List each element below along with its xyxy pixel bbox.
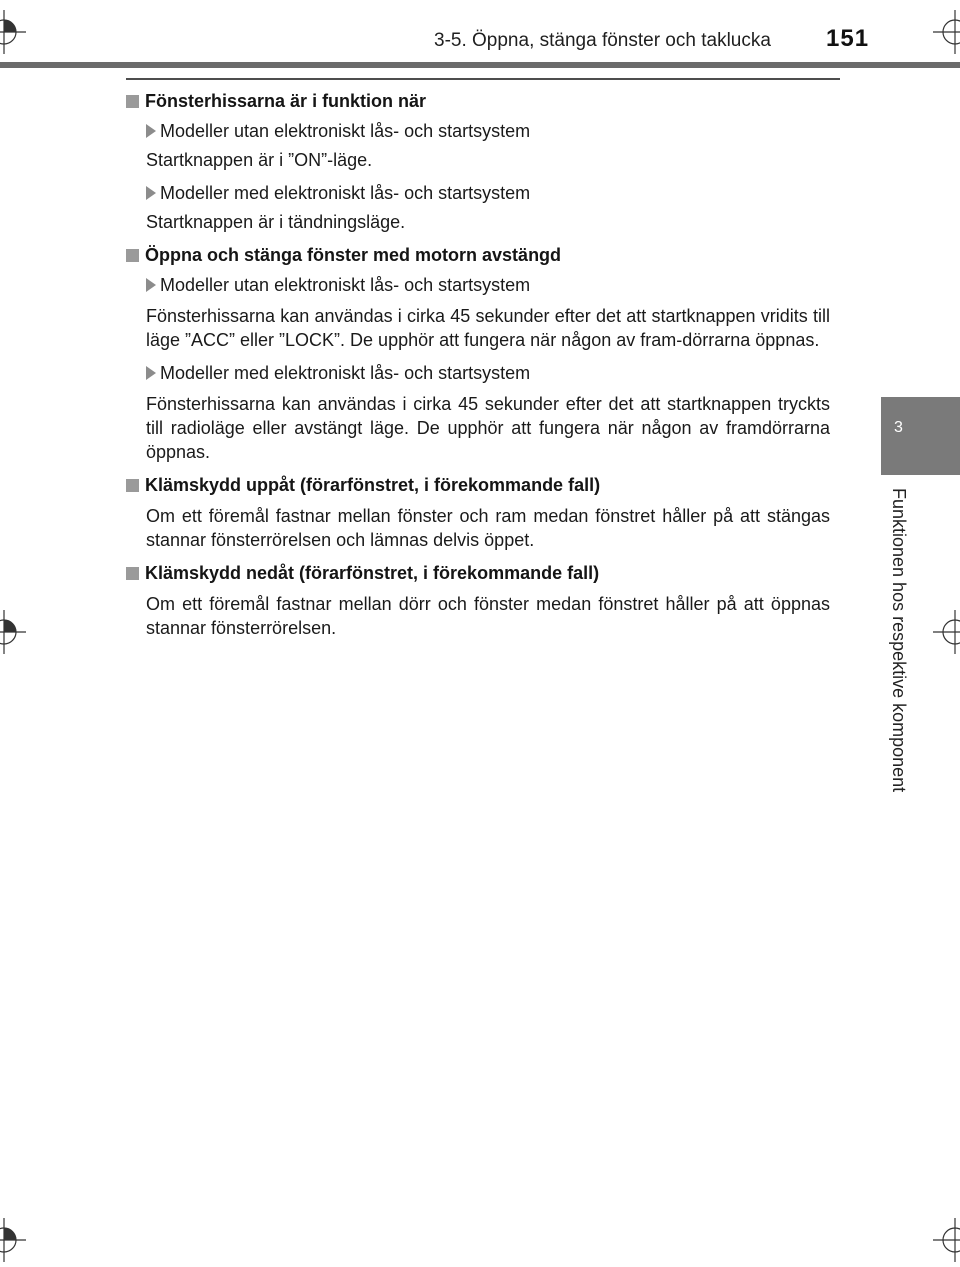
body-text: Startknappen är i ”ON”-läge. <box>146 150 373 170</box>
chapter-tab <box>881 397 960 475</box>
chapter-number: 3 <box>894 419 903 436</box>
triangle-bullet-icon <box>146 124 156 138</box>
model-subheading <box>126 358 830 388</box>
section-title: Öppna och stänga fönster med motorn avstängd <box>145 244 562 265</box>
model-subheading <box>126 270 830 300</box>
section-heading <box>126 86 830 116</box>
registration-mark-icon <box>0 10 26 54</box>
triangle-bullet-icon <box>146 186 156 200</box>
section <box>126 558 830 640</box>
body-text: Fönsterhissarna kan användas i cirka 45 sekunder efter det att startknappen tryckts till radioläge eller avstängt läge. De upphör att fungera när någon av framdörrarna öppnas. <box>146 394 830 462</box>
section-heading <box>126 470 830 500</box>
section-header-title: 3-5. Öppna, stänga fönster och taklucka <box>434 30 771 51</box>
chapter-title: Funktionen hos respektive komponent <box>889 488 909 793</box>
page-content <box>126 86 830 646</box>
content-top-rule <box>126 78 840 80</box>
body-text: Startknappen är i tändningsläge. <box>146 212 406 232</box>
model-subheading <box>126 178 830 208</box>
section-title: Klämskydd uppåt (förarfönstret, i förekommande fall) <box>145 474 601 495</box>
triangle-bullet-icon <box>146 366 156 380</box>
section-title: Klämskydd nedåt (förarfönstret, i förekommande fall) <box>145 562 600 583</box>
square-bullet-icon <box>126 479 139 492</box>
registration-mark-icon <box>933 10 960 54</box>
header-rule <box>0 62 960 68</box>
triangle-bullet-icon <box>146 278 156 292</box>
subheading-text: Modeller utan elektroniskt lås- och startsystem <box>160 120 531 141</box>
square-bullet-icon <box>126 95 139 108</box>
section-heading <box>126 240 830 270</box>
registration-mark-icon <box>933 610 960 654</box>
section <box>126 86 830 234</box>
section-title: Fönsterhissarna är i funktion när <box>145 90 427 111</box>
subheading-text: Modeller utan elektroniskt lås- och startsystem <box>160 274 531 295</box>
body-text: Om ett föremål fastnar mellan fönster och ram medan fönstret håller på att stängas stannar fönsterrörelsen och lämnas delvis öppet. <box>146 506 830 550</box>
registration-mark-icon <box>0 610 26 654</box>
body-text: Om ett föremål fastnar mellan dörr och fönster medan fönstret håller på att öppnas stannar fönsterrörelsen. <box>146 594 830 638</box>
subheading-text: Modeller med elektroniskt lås- och startsystem <box>160 182 531 203</box>
square-bullet-icon <box>126 249 139 262</box>
registration-mark-icon <box>933 1218 960 1262</box>
square-bullet-icon <box>126 567 139 580</box>
subheading-text: Modeller med elektroniskt lås- och startsystem <box>160 362 531 383</box>
body-text: Fönsterhissarna kan användas i cirka 45 sekunder efter det att startknappen vridits till läge ”ACC” eller ”LOCK”. De upphör att fungera när någon av fram-dörrarna öppnas. <box>146 306 830 350</box>
registration-mark-icon <box>0 1218 26 1262</box>
section-heading <box>126 558 830 588</box>
section <box>126 470 830 552</box>
section <box>126 240 830 464</box>
page-number: 151 <box>826 25 870 52</box>
model-subheading <box>126 116 830 146</box>
chapter-label <box>881 488 921 808</box>
